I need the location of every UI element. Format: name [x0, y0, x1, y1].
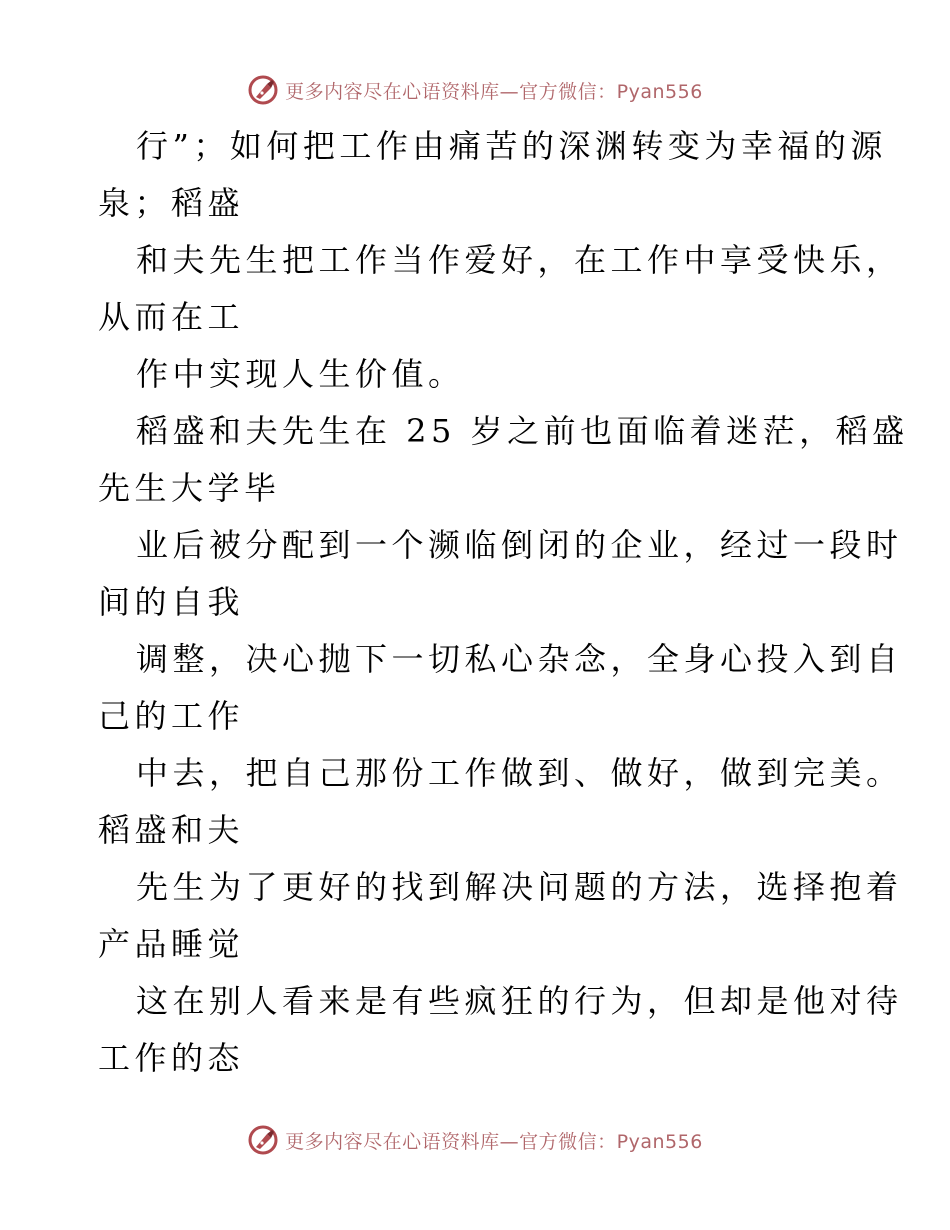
header-banner-text: 更多内容尽在心语资料库—官方微信：Pyan556 — [285, 80, 703, 103]
pen-nib-logo-icon — [247, 1124, 279, 1156]
text-line: 先生大学毕 — [98, 469, 281, 507]
footer-banner — [0, 1120, 950, 1160]
text-line: 间的自我 — [98, 583, 245, 621]
text-line: 从而在工 — [98, 298, 245, 336]
text-line: 作中实现人生价值。 — [136, 355, 465, 393]
text-line: 行”；如何把工作由痛苦的深渊转变为幸福的源 — [136, 127, 887, 165]
header-banner — [0, 70, 950, 110]
text-line: 先生为了更好的找到解决问题的方法，选择抱着 — [136, 868, 903, 906]
text-line: 中去，把自己那份工作做到、做好，做到完美。 — [136, 754, 903, 792]
text-line: 稻盛和夫 — [98, 811, 245, 849]
text-line: 调整，决心抛下一切私心杂念，全身心投入到自 — [136, 640, 903, 678]
document-body — [98, 118, 909, 1087]
text-line: 这在别人看来是有些疯狂的行为，但却是他对待 — [136, 982, 903, 1020]
text-line: 稻盛和夫先生在 25 岁之前也面临着迷茫，稻盛 — [136, 412, 909, 450]
text-line: 己的工作 — [98, 697, 245, 735]
text-line: 和夫先生把工作当作爱好，在工作中享受快乐， — [136, 241, 903, 279]
text-line: 泉；稻盛 — [98, 184, 245, 222]
pen-nib-logo-icon — [247, 74, 279, 106]
text-line: 产品睡觉 — [98, 925, 245, 963]
text-line: 工作的态 — [98, 1039, 245, 1077]
text-line: 业后被分配到一个濒临倒闭的企业，经过一段时 — [136, 526, 903, 564]
footer-banner-text: 更多内容尽在心语资料库—官方微信：Pyan556 — [285, 1130, 703, 1153]
